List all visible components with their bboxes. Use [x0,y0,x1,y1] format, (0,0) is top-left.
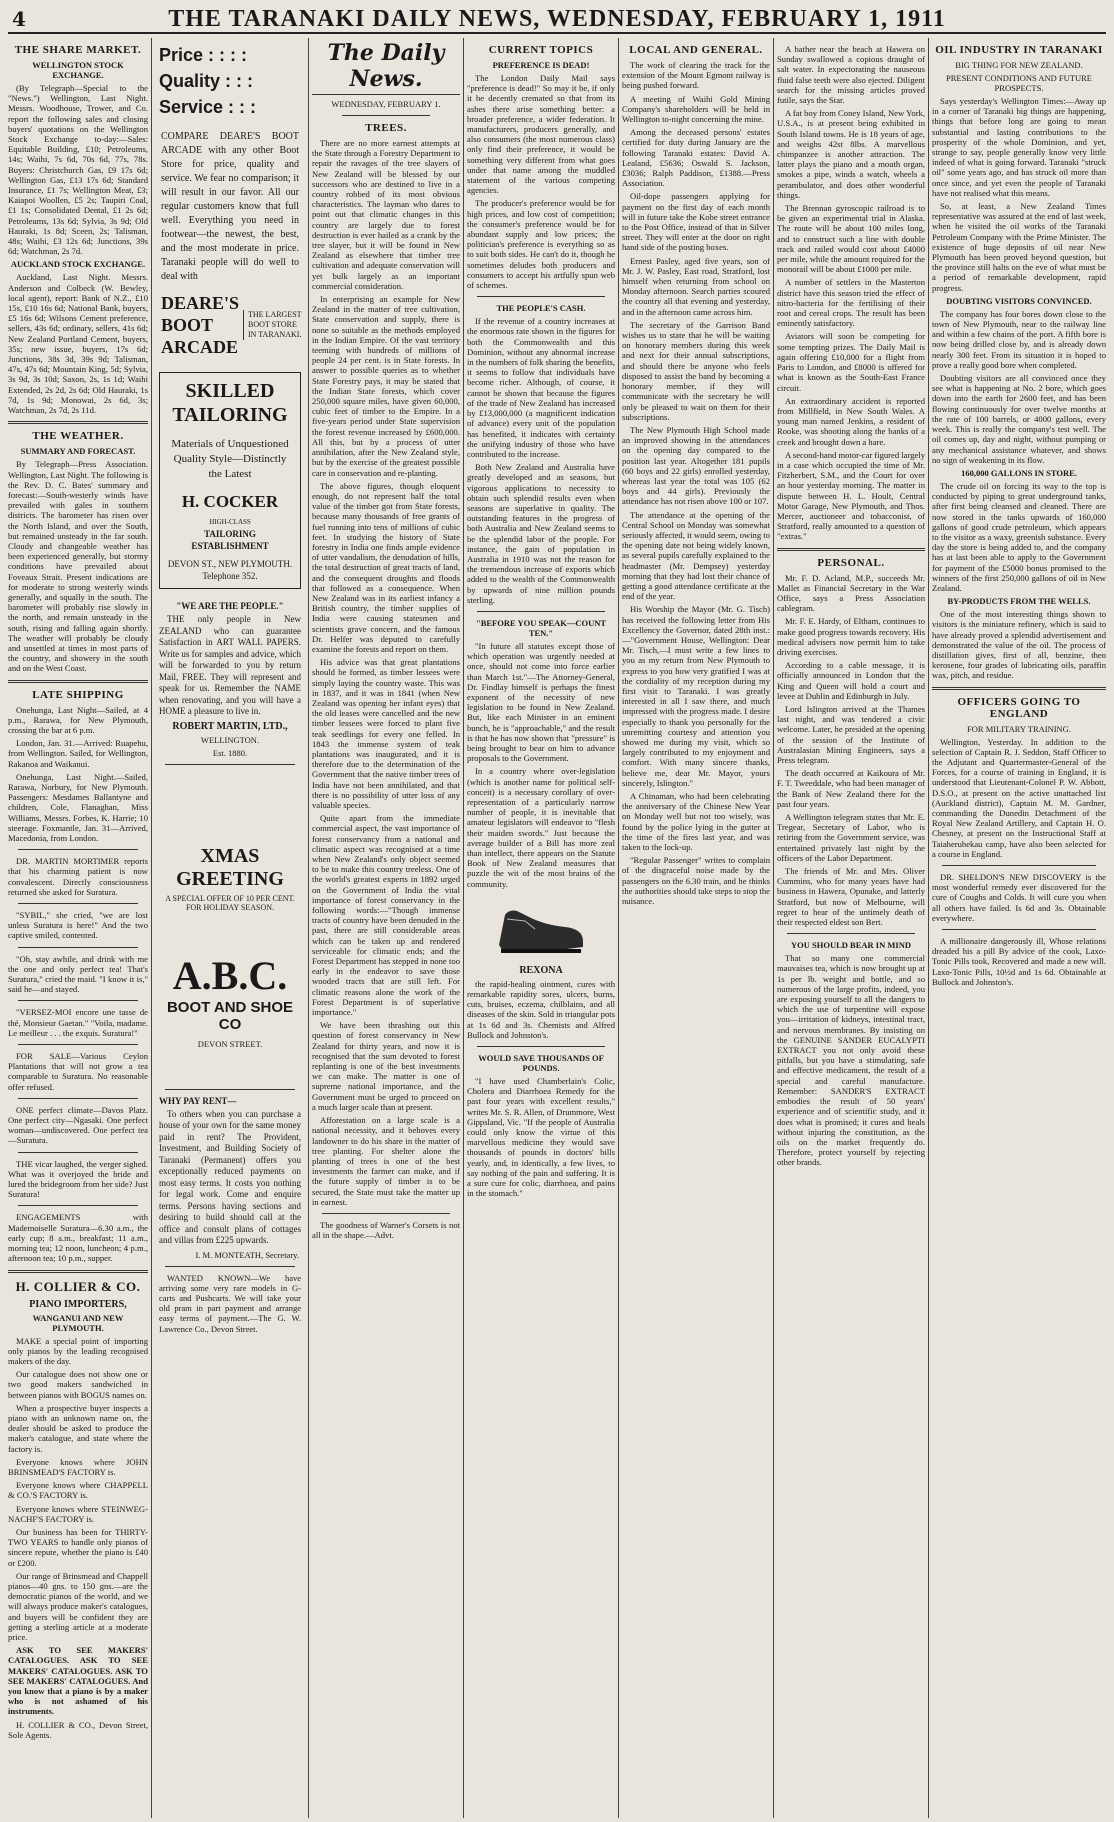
collier-trade: PIANO IMPORTERS, [29,1298,127,1310]
column-editorial [312,38,460,1818]
cocker-class: HIGH-CLASS [209,518,251,526]
robert-martin-location: WELLINGTON. [200,734,260,745]
sheldon-ad: DR. SHELDON'S NEW DISCOVERY is the most wonderful remedy ever discovered for the cure of Coughs and Colds. It will cure you when all others have failed. Is 6d and 3s. Obtainable everywhere. [932,872,1106,923]
trees-para-3: The above figures, though eloquent enough, do not represent half the total value of the timber got from State forests, because many thousands of free grants of fuel running into tens of millions of cubic feet. In studying the history of State forestry in India one finds ample evidence of utter vandalism, the denudation of hills, the total destruction of great tracts of land, and the consequent droughts and floods that followed as a consequence. When New Zealand was in its earliest infancy a British country, the timber supplies of India were causing statesmen and scientists grave concern, and the famous Dr. Helfer was deputed to carefully examine the forests and report on them. [312,480,460,654]
deares-ad-body: COMPARE DEARE'S BOOT ARCADE with any other Boot Store for price, quality and service. We fear no comparison; it will result in our favor. All our regular customers know that full well. Everything you need in footwear—the newest, the best, and the most moderate in price. Taranaki people will do well to deal with [161,131,299,282]
weather-text: By Telegraph—Press Association. Wellington, Last Night. The following is the Rev. D. C. Bates' summary and forecast:—South-westerly winds have prevailed with gales in southern districts. The barometer has risen over the North Island, and over the South, but remained unsteady in the far south. Cloudy and changeable weather has been experienced generally, but stormy conditions have prevailed about Foveaux Strait. Present indications are for moderate to strong westerly winds generally, and squally in the south. The barometer will probably rise slowly in the north, and remain unsteady in the south, rising and falling again shortly. The weather will probably be cloudy and unsettled at times in most parts of the country, and showery in the south and on the West Coast. [8,459,148,674]
shipping-text-3: Onehunga, Last Night.—Sailed, Rarawa, Norbury, for New Plymouth. Passengers: Mesdames Ballantyne and children, Cole, Flanaghan, Miss Williams, Messrs. Forbes, K. Harrie; 10 steerage. Foxmantle, Jan. 31—Arrived, Macedonia, from London. [8,771,148,843]
local-para-7: The New Plymouth High School made an improved showing in the attendances on the opening day compared to the position last year. Altogether 181 pupils (60 boys and 22 girls) enrolled yesterday, whereas last year the total was 105 (62 boys and 44 girls). Previously the attendance has not risen above 100 or 107. [622,424,770,507]
column-news-personal [777,38,925,1818]
price-line: Price : : : : [159,45,248,65]
laxo-tonic-ad: A millionaire dangerously ill, Whose relations dreaded his a pill By advice of the cook, Laxo-Tonic Pills took, Recovered and made a new will. Laxo-Tonic Pills, 10½d and 1s 6d. Obtainable at Bullock and Johnston's. [932,936,1106,987]
personal-heading: PERSONAL. [817,556,885,569]
collier-para-3: When a prospective buyer inspects a piano with an unknown name on, the dealer should be asked to produce the maker's catalogue, and state where the factory is. [8,1402,148,1454]
personal-para-4: Lord Islington arrived at the Thames last night, and was tendered a civic welcome. Later, he presided at the opening of the session of the Institute of Australasian Mining Engineers, says a Press telegram. [777,703,925,765]
weather-subheading: SUMMARY AND FORECAST. [20,446,136,457]
quality-line: Quality : : : [159,71,253,91]
oil-para-1: Says yesterday's Wellington Times:—Away up in a corner of Taranaki big things are happening, things that before long are going to mean substantial and lasting contributions to the prosperity of the whole Dominion, and yet, strange to say, people generally know very little indeed of what is going forward. Taranaki "struck oil" some years ago, and has struck oil more than once since, and yet even the people of Taranaki have not realised what this means. [932,96,1106,198]
preference-dead-heading: PREFERENCE IS DEAD! [492,60,590,70]
shoe-illustration [495,895,587,959]
collier-para-4: Everyone knows where JOHN BRINSMEAD'S FACTORY is. [8,1456,148,1477]
count-ten-para-1: "In future all statutes except those of which operation was urgently needed at once, should not come into force earlier than March 1st."—The Attorney-General, Dr. Findlay himself is perhaps the finest exponent of the necessity of new legislation to be found in New Zealand. But, like each Minister in an eminent bunch, he is "approachable," and the result is that he has now shown that "pressure" is being brought to bear on him to advance proposals to the Government. [467,640,615,764]
column-local-general [622,38,770,1818]
notice-6: ONE perfect climate—Davos Platz. One perfect city—Ngasaki. One perfect woman—undiscovered. One perfect tea—Suratura. [8,1104,148,1146]
oil-para-2: So, at least, a New Zealand Times representative was assured at the end of last week, when he visited the oil works of the Taranaki Petroleum Company with the Prime Minister. The existence of huge deposits of oil near New Plymouth has been proved beyond question, but the province still halts on the eve of what must be a period of remarkable development, rapid progress. [932,201,1106,293]
trees-heading: TREES. [365,122,407,134]
bear-in-mind-body: That so many one commercial mauvaises tea, which is now brought up at 1s per lb. weight and bottle, and so numerous of the large profits, indeed, you are exposing yourself to all the dangers to which the use of turpentine will expose you—irritation of kidneys, intestinal tract, and nervous membranes. By insisting on the GENUINE SANDER EUCALYPTI EXTRACT you not only avoid these pitfalls, but you have a stimulating, safe and effective medicament, the result of a special and careful manufacture. Remember: SANDER'S EXTRACT embodies the result of 50 years' experience and of scientific study, and it does what is promised; it cures and heals without injuring the constitution, as the oils on the market frequently do. Therefore, protect yourself by rejecting other brands. [777,953,925,1168]
warners-corsets-ad: The goodness of Warner's Corsets is not all in the shape.—Advt. [312,1219,460,1241]
preference-para-1: The London Daily Mail says "preference is dead!" So may it be, if only it be decently cremated so that from its ashes there arise something better: a broader preference, a wider federation. It manufacturers, producers generally, and also consumers (the most numerous class) only find their preference, it would be something very different from what goes under that name among the muddled statement of the various competing agencies. [467,73,615,196]
collier-para-7: Our business has been for THIRTY-TWO YEARS to handle only pianos of sincere repute, whether the piano is £40 or £200. [8,1526,148,1568]
editorial-date: WEDNESDAY, FEBRUARY 1. [331,99,441,109]
count-ten-heading: "BEFORE YOU SPEAK—COUNT TEN." [475,617,607,638]
peoples-cash-para-1: If the revenue of a country increases at the enormous rate shown in the figures for both the Commonwealth and this Dominion, without any abnormal increase in the numbers of folk sharing the benefits, it seems to follow that individuals have become richer. Although, of course, it cannot be shown that because the figures of the trade of New Zealand has increased by £13,000,000 (a magnificent indication of advance) every unit of the population has benefited, it indicates with certainty the unifying industry of those who have contributed to the increase. [467,316,615,459]
cocker-establishment: TAILORING ESTABLISHMENT [191,529,269,551]
personal-para-5: The death occurred at Kaikoura of Mr. F. T. Tweeddale, who had been manager of the Bank of New Zealand there for the past four years. [777,768,925,809]
personal-para-6: A Wellington telegram states that Mr. E. Tregear, Secretary of Labor, who is retiring from the Government service, was entertained privately last night by the officers of the Labor Department. [777,812,925,863]
trees-para-2: In enterprising an example for New Zealand in the matter of tree cultivation, State conservation and supply, there is none so suitable as the methods employed in the Indian Empire. Of the vast territory teeming with hundreds of millions of people 24 per cent. is in State forests. In answer to possible queries as to whether State Forestry pays, it may be stated that the Indian State forests, which cover 250,000 square miles, have given 60,000, cubic feet of timber to the Empire. In a five-years period under State supervision the forest revenue increased by £600,000. All this, but by a process of utter annihilation, after the New Zealand style, but by the exercise of the greatest possible care in conservation and re-planting. [312,294,460,478]
why-pay-rent-body: To others when you can purchase a house of your own for the same money paid in rent? The Provident, Investment, and Building Society of Taranaki (Permanent) offers you exceptionally reduced payments on most easy terms. It costs you nothing for legal work. Come and enquire terms. Persons having sections and desiring to build should call at the office and consult plans of cottages and villas from £225 upwards. [159,1108,301,1245]
cocker-tailoring-ad [159,372,301,589]
present-conditions-subheading: PRESENT CONDITIONS AND FUTURE PROSPECTS. [945,73,1092,93]
officers-england-heading: OFFICERS GOING TO ENGLAND [957,695,1081,720]
deares-tagline: THE LARGEST BOOT STORE IN TARANAKI. [243,310,305,340]
oil-para-4: Doubting visitors are all convinced once they see what is happening at No. 2 bore, which goes down into the earth for 2600 feet, and has been flowing continuously for over twelve months at the rate of 100 barrels, or 4000 gallons, every week. This is really the company's test well. The oil comes up, day and night, without pumping or any mechanical assistance whatever, and shows no sign of weakening in its flow. [932,373,1106,465]
robert-martin-name: ROBERT MARTIN, LTD., [172,720,288,732]
trees-para-5: Quite apart from the immediate commercial aspect, the vast importance of forest conservancy from a national and climatic aspect was recognised at a time when New Zealand's only object seemed to be to make this country treeless. One of the world's greatest experts in 1892 urged on the Government of India the vital importance of forest conservancy in the following words:—"Though immense tracts of country have been denuded in the past, there are still considerable areas which can be taken up and rendered serviceable for climatic ends; and the Forest Department has stepped in none too early in the endeavor to save those wooded tracts that are still left. For climatic reasons alone the work of the Forest Department is of superlative importance." [312,813,460,1018]
local-para-2: A meeting of Waihi Gold Mining Company's shareholders will be held in Wellington to-night concerning the mine. [622,93,770,125]
xmas-greeting: XMAS GREETING [176,844,284,890]
local-para-9: His Worship the Mayor (Mr. G. Tisch) has received the following letter from His Excellency the Governor, dated 28th inst.:—"Government House, Wellington: Dear Mr. Tisch,—I must write a few lines to you as my return from New Plymouth to express to you how very gratified I was at the cordiality of my reception during my first visit to Taranaki. I was greatly interested in all I saw there, and much impressed with the progress made. I desire especially to thank you personally for the unremitting courtesy and attention you showed me during my visit, which so largely contributed to my enjoyment and comfort. With many sincere thanks, believe me, dear Mr. Mayor, yours sincerely, Islington." [622,604,770,788]
personal-para-1: Mr. F. D. Acland, M.P., succeeds Mr. Mallet as Financial Secretary in the War Office, says a Press Association cablegram. [777,572,925,614]
auckland-exchange-heading: AUCKLAND STOCK EXCHANGE. [10,259,146,270]
local-para-4: Oil-dope passengers applying for payment on the first day of each month will in future take the Kobe street entrance to the Post Office, instead of that in Silver street. They will enter at the door on right hand side of the posting boxes. [622,191,770,253]
gallons-subheading: 160,000 GALLONS IN STORE. [961,467,1077,478]
xmas-offer: A SPECIAL OFFER OF 10 PER CENT. FOR HOLIDAY SEASON. [165,893,295,912]
tailoring-body: Materials of Unquestioned Quality Style—Distinctly the Latest [171,438,289,480]
bear-in-mind-heading: YOU SHOULD BEAR IN MIND [791,940,911,951]
local-general-heading: LOCAL AND GENERAL. [629,44,763,56]
column-oil-industry [932,38,1106,1818]
abc-subtitle: BOOT AND SHOE CO [166,998,294,1033]
collier-location: WANGANUI AND NEW PLYMOUTH. [32,1312,124,1333]
column-share-market [8,38,148,1818]
robert-martin-body: THE only people in New ZEALAND who can guarantee Satisfaction in ART WALL PAPERS. Write us for samples and advice, which will be forwarded to you by return Mail, FREE. They will represent and speak for us. Remember the NAME when renovating, and you will have a HOME a pleasure to live in. [159,614,301,716]
wellington-exchange-heading: WELLINGTON STOCK EXCHANGE. [32,60,124,80]
save-thousands-body: "I have used Chamberlain's Colic, Cholera and Diarrhoea Remedy for the past four years with excellent results," writes Mr. S. R. Allen, of Drummore, West Gippsland, Vic. "If the people of Australia could only know the virtue of this marvellous medicine they would save thousands of pounds in doctors' bills yearly, and, in identically, a few lives, to say nothing of the pain and suffering. It is a sure cure for colic, diarrhoea, and pains in the stomach." [467,1076,615,1199]
news-para-7: A second-hand motor-car figured largely in a case which occupied the time of Mr. Fitzherbert, S.M., and the Court for over an hour yesterday morning. The matter in dispute between H. L. Hoult, Central Motor Garage, New Plymouth, and Thos. Mercer, auctioneer and tobacconist, of Stratford, really amounted to a question of "extras." [777,449,925,542]
newspaper-title: THE TARANAKI DAILY NEWS, WEDNESDAY, FEBRUARY 1, 1911 [168,5,946,32]
oil-para-6: One of the most interesting things shown to visitors is the miniature refinery, which is said to have already proved a splendid advertisement and demonstrated the value of the oil. The process of distillation gives, first of all, benzine, then kerosene, four grades of lubricating oils, paraffin wax, pitch, and residue. [932,609,1106,681]
why-pay-rent-heading: WHY PAY RENT— [159,1095,237,1106]
we-are-the-people-heading: "WE ARE THE PEOPLE." [176,601,284,611]
news-para-5: Aviators will soon be competing for some tempting prizes. The Daily Mail is again offering £10,000 for a flight from Paris to London, and £8000 is offered for what is known as the South-East France circuit. [777,331,925,393]
trees-para-6: We have been thrashing out this question of forest conservancy in New Zealand for thirty years, and now it is recognised that the sum devoted to forest replanting is one of the best investments we can make. The matter is one of supreme national importance, and the Government must be urged to proceed on a much larger scale than at present. [312,1020,460,1112]
news-para-4: A number of settlers in the Masterton district have this season tried the effect of nitro-bacteria for the fertilising of their root and cereal crops. The result has been eminently satisfactory. [777,277,925,329]
oil-para-3: The company has four bores down close to the town of New Plymouth, near to the railway line and within a few chains of the port. A fifth bore is now being drilled close by, and is already down nearly 300 feet. From its situation it is hoped to prove a really good bore when completed. [932,308,1106,370]
preference-para-2: The producer's preference would be for high prices, and low cost of competition; the consumer's preference would be for abundant supply and low prices; the politician's preference is everything so as to suit both sides. He can't do it, though he sometimes deludes both producers and consumers to accept his artfully spun web of schemes. [467,198,615,291]
local-para-3: Among the deceased persons' estates certified for duty during January are the following Taranaki estates: David A. Lealand, £5636; Oswald S. Jackson, £3036; Ralph Paddison, £1388.—Press Association. [622,127,770,189]
local-para-1: The work of clearing the track for the extension of the Mount Egmont railway is being pushed forward. [622,60,770,91]
collier-para-1: MAKE a special point of importing only pianos by the leading recognised makers of the day. [8,1335,148,1366]
collier-para-10: H. COLLIER & CO., Devon Street, Sole Agents. [8,1719,148,1740]
cocker-telephone: Telephone 352. [202,571,258,581]
shipping-text-2: London, Jan. 31.—Arrived: Ruapehu, from Wellington. Sailed, for Wellington, Rakanoa and Waikanui. [8,738,148,769]
oil-para-5: The crude oil on forcing its way to the top is conducted by piping to great underground tanks, after first being cleansed and cleaned. There are now stored in the tanks upwards of 160,000 gallons of good crude petroleum, which appears to the visitor as a waxy, greenish substance. Every day the store is being added to, and the company has at last been able to apply to the Government for payment of the £5000 bonus promised to the winners of the first 250,000 gallons of oil in New Zealand. [932,480,1106,593]
trees-para-4: His advice was that great plantations should be formed, as timber lessees were simply laying the country waste. This was in 1837, and it was in 1841 (when New Zealand was opening her infant eyes) that the old leases were cancelled and the new timber lessees were forced to plant five teak seedlings for every one felled. In 1843 the immense system of teak plantations was inaugurated, and it is therefore due to the determination of the Government that the native timber trees of India have not been annihilated, and that there is no possibility of utter loss of any valuable species. [312,657,460,810]
notice-3: "Oh, stay awhile, and drink with me the one and only perfect tea! That's Suratura," cried the maid. "I know it is," said he—and stayed. [8,953,148,995]
personal-para-2: Mr. F. E. Hardy, of Eltham, continues to make good progress towards recovery. His medical advisers now permit him to take driving exercises. [777,616,925,657]
news-para-1: A bather near the beach at Hawera on Sunday swallowed a copious draught of salt water. In expectorating the nauseous fluid false teeth were also ejected. Diligent search for the missing articles proved futile, says the Star. [777,44,925,106]
why-pay-rent-signature: I. M. MONTEATH, Secretary. [195,1249,299,1260]
deares-name: DEARE'S BOOT ARCADE [161,293,240,357]
notice-8: ENGAGEMENTS with Mademoiselle Suratura—6.30 a.m., the early cup; 8 a.m., breakfast; 11 a.m., morning tea; 12 noon, luncheon; 4 p.m., afternoon tea; 10 p.m., supper. [8,1212,148,1264]
editorial-masthead: The Daily News. [327,40,445,92]
oil-industry-heading: OIL INDUSTRY IN TARANAKI [935,44,1103,56]
notice-4: "VERSEZ-MOI encore une tasse de thé, Monsieur Gaetan." "Voila, madame. Le meilleur . . . the exquis. Suratura!" [8,1007,148,1038]
peoples-cash-heading: THE PEOPLE'S CASH. [496,303,586,314]
rexona-heading: REXONA [519,964,563,976]
local-para-5: Ernest Pasley, aged five years, son of Mr. J. W. Pasley, East road, Stratford, lost himself when returning from school on Monday afternoon. Search parties scoured the country all that evening and yesterday, and in the afternoon came across him. [622,255,770,317]
skilled-tailoring-heading: SKILLED TAILORING [172,380,288,426]
collier-para-2: Our catalogue does not show one or two good makers sandwiched in between pianos with BOGUS names on. [8,1369,148,1400]
military-training-subheading: FOR MILITARY TRAINING. [967,723,1071,734]
weather-heading: THE WEATHER. [32,430,124,443]
robert-martin-est: Est. 1880. [212,747,248,758]
collier-para-8: Our range of Brinsmead and Chappell pianos—40 gns. to 150 gns.—are the democratic pianos of the world, and we will always produce maker's catalogues, and buyers will be confident they are getting a sterling article at a moderate price. [8,1570,148,1642]
peoples-cash-para-2: Both New Zealand and Australia have greatly developed and as seasons, but vigorous applications to necessity to obtain such splendid results even when seasons are superlative in quality. The outstanding features in the progress of both Australia and New Zealand seems to be the splendid labor of the people. For instance, the gain of population in Australia in 1910 was not the reason for the tremendous increase of exports which added to the wealth of the Commonwealth by upwards of nine million pounds sterling. [467,462,615,605]
notice-5: FOR SALE—Various Ceylon Plantations that will not grow a tea comparable to Suratura. No reasonable offer refused. [8,1051,148,1092]
wellington-exchange-text: (By Telegraph—Special to the "News.") Wellington, Last Night. Messrs. Woodhouse, Trower, and Co. report the following sales and closing buyers' quotations on the Wellington Stock Exchange to-day:—Sales: Equitable Building, £10; Petroleums, 14s; Waihi, 7s 6d, 70s 6d, 77s, 78s. Buyers: Christchurch Gas, £9 17s 6d; Wellington Gas, £13 17s 6d; Standard Insurance, £1 7s; Wellington Meat, £3; Kaiapoi Woollen, £5 2s; Taupiri Coal, £1 1s; Consolidated Dental, £1 2s 6d; Petroleums, 13s 6d; Sylvia, 3s 9d; Old Hauraki, 1s 8d; Sceen, 2s; Talisman, 48s; Waihi, £3 12s 6d; Junctions, 39s 6d; Watchman, 2s 7d. [8,83,148,257]
news-para-6: An extraordinary accident is reported from Millfield, in New South Wales. A young man named Jenkins, a resident of Rooke, was shooting along the banks of a creek and brought down a hare. [777,395,925,447]
cocker-address: DEVON ST., NEW PLYMOUTH. [167,559,293,569]
shipping-text-1: Onehunga, Last Night—Sailed, at 4 p.m., Rarawa, for New Plymouth, crossing the bar at 6 p.m. [8,704,148,735]
collier-para-5: Everyone knows where CHAPPELL & CO.'S FACTORY is. [8,1480,148,1501]
auckland-exchange-text: Auckland, Last Night. Messrs. Anderson and Colbeck (W. Bewley, local agent), report: Bank of N.Z., £10 15s, £10 16s 6d; National Bank, buyers, £5 16s 6d; Wilsons Cement preference, sellers, 43s 6d; ordinary, sellers, 41s 6d; New Zealand Portland Cement, buyers, 35s; new issue, buyers, 17s 6d; Junctions, 38s 3d, 39s 9d; Talisman, 47s, 47s 6d; Mountain King, 5d; Sylvia, 3s 9d, 3s 10d; Saxon, 2s, 1s 1d; Waihi Extended, 2s 2d, 2s 6d; Old Hauraki, 1s 7d, 1s 9d; Monowai, 2s 6d, 3s; Watchman, 2s 7d, 2s 11d. [8,272,148,416]
by-products-subheading: BY-PRODUCTS FROM THE WELLS. [947,596,1091,607]
local-para-11: "Regular Passenger" writes to complain of the disgraceful noise made by the passengers on the 6.30 train, and he thinks the authorities should take steps to stop the nuisance. [622,855,770,907]
late-shipping-heading: LATE SHIPPING [32,688,124,701]
notice-1: DR. MARTIN MORTIMER reports that his charming patient is now convalescent. Directly consciousness returned she asked for Suratura. [8,856,148,897]
count-ten-para-2: In a country where over-legislation (which is another name for political self-conceit) is a necessary corollary of over-representation of a particularly narrow number of people, it is inevitable that amateur legislators will endeavor to "flesh their maiden swords." Just because the average builder of a Bill has more zeal than intellect, there appears on the Statute Book of New Zealand measures that puzzle the wit of the most brains of the community. [467,766,615,889]
personal-para-7: The friends of Mr. and Mrs. Oliver Cummins, who for many years have had business in Hawera, Opunake, and latterly Stratford, but now of Melbourne, will regret to hear of the untimely death of their respected eldest son Bert. [777,866,925,928]
share-market-heading: THE SHARE MARKET. [14,44,142,56]
masthead [8,6,1106,34]
local-para-10: A Chinaman, who had been celebrating the anniversary of the Chinese New Year on Monday well but not too wisely, was found by the police lying in the gutter at the time of the fires last year, and was taken to the lock-up. [622,791,770,853]
local-para-6: The secretary of the Garrison Band wishes us to state that he will be waiting on honorary members during this week and next for their annual subscriptions, and should there be anyone who feels disposed to assist the band by becoming a honorary member, if they will communicate with the secretary he will only be pleased to wait on them for their subscriptions. [622,319,770,422]
big-thing-subheading: BIG THING FOR NEW ZEALAND. [955,60,1083,70]
trees-para-7: Afforestation on a large scale is a national necessity, and it behoves every landowner to do his share in the matter of tree planting. For shelter alone the planting of trees is one of the best investments the farmer can make, and if the future supply of timber is to be secured, the State must take the matter up in earnest. [312,1115,460,1207]
doubting-visitors-subheading: DOUBTING VISITORS CONVINCED. [946,295,1092,306]
wanted-known-notice: WANTED KNOWN—We have arriving some very rare models in G-carts and Pushcarts. We will take your old pram in part payment and arrange easy terms of payment.—The G. W. Lawrence Co., Devon Street. [159,1272,301,1334]
news-para-2: A fat boy from Coney Island, New York, U.S.A., is at present being exhibited in South Island towns. He is 18 years of age, and weighs 42st 8lbs. A marvellous chimpanzee is another attraction. The latter plays the piano and a mouth organ, smokes a pipe, winds a watch, wheels a perambulator, and does other wonderful things. [777,108,925,200]
personal-para-3: According to a cable message, it is officially announced in London that the King and Queen will hold a court and levee at Dublin and Edinburgh in July. [777,660,925,701]
cocker-name: H. COCKER [181,492,279,511]
officers-para-1: Wellington, Yesterday. In addition to the selection of Captain R. J. Seddon, Staff Officer to the Adjutant and Quartermaster-General of the Forces, for a course of training in England, it is understood that Lieutenant-Colonel P. W. Abbott, D.S.O., at present on the active unattached list (Auckland district), Captain M. M. Gardner, commanding the Dunedin Detachment of the Royal New Zealand Artillery, and Captain H. O. Chesney, at present on the Instructional Staff at Taiaheruhekau camp, have also been selected for a course in England. [932,736,1106,859]
service-line: Service : : : [159,97,257,117]
abc-address: DEVON STREET. [197,1038,263,1049]
collier-para-9: ASK TO SEE MAKERS' CATALOGUES. ASK TO SEE MAKERS' CATALOGUES. ASK TO SEE MAKERS' CATALOGUES. And you know that a piano is by a maker who is not ashamed of his instruments. [8,1645,148,1717]
news-para-3: The Brennan gyroscopic railroad is to be given an experimental trial in Alaska. The route will be about 100 miles long, and to construct such a line with double track and railed would cost about £4000 per mile, while the amount required for the monorail will be about £1000 per mile. [777,203,925,275]
column-current-topics [467,38,615,1818]
notice-7: THE vicar laughed, the verger sighed. What was it overjoyed the bride and lured the bridegroom from her side? Just Suratura! [8,1158,148,1200]
notice-2: "SYBIL," she cried, "we are lost unless Suratura is here!" And the two captive smiled, contented. [8,910,148,941]
collier-para-6: Everyone knows where STEINWEG-NACHF'S FACTORY is. [8,1503,148,1524]
rexona-body: the rapid-healing ointment, cures with remarkable rapidity sores, ulcers, burns, cuts, bruises, eczema, chilblains, and all diseases of the skin. Sold in triangular pots at 1s 6d and 3s. Chemists and Alfred Bullock and Johnston's. [467,978,615,1040]
save-thousands-heading: WOULD SAVE THOUSANDS OF POUNDS. [478,1053,604,1074]
column-advertisements [155,38,305,1818]
collier-name: H. COLLIER & CO. [15,1278,141,1294]
abc-logo: A.B.C. [172,952,288,998]
local-para-8: The attendance at the opening of the Central School on Monday was somewhat seriously affected, it would seem, owing to the opening date not being widely known, as several pupils carefully explained to the headmaster (Mr. Dempsey) yesterday morning that they had lost their chance of getting a good attendance certificate at the end of the year. [622,509,770,602]
page-number: 4 [12,7,26,31]
trees-para-1: There are no more earnest attempts at the State through a Forestry Department to repair the ravages of the tree slayers of New Zealand will be blessed by our successors who are destined to live in a country robbed of its most obvious characteristics. The layman who dares to point out that climatic changes in this country are largely due to forest destruction is ever hailed as a crank by the tree slayer, but it will be found in New Zealand as elsewhere that timber tree cultivation and adequate conservation will yet bulk largely as an important commercial consideration. [312,138,460,291]
current-topics-heading: CURRENT TOPICS [488,44,594,56]
shoe-icon [495,895,587,959]
